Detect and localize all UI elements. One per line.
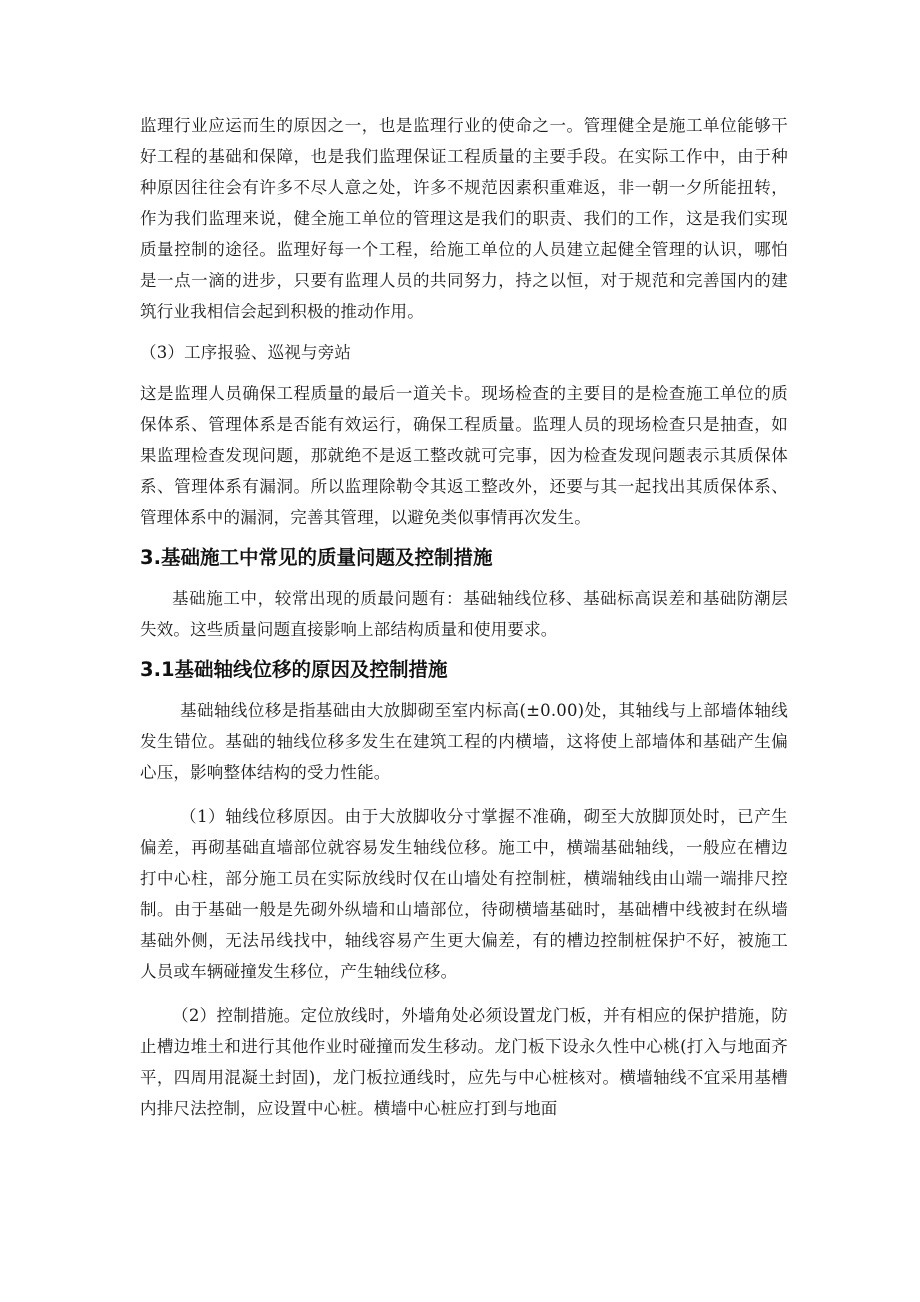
section-heading-3-1: 3.1基础轴线位移的原因及控制措施 <box>140 658 448 681</box>
subheading-process-inspection: （3）工序报验、巡视与旁站 <box>140 343 352 362</box>
paragraph-axis-displacement-definition: 基础轴线位移是指基础由大放脚砌至室内标高(±0.00)处，其轴线与上部墙体轴线发生错位。基础的轴线位移多发生在建筑工程的内横墙，这将使上部墙体和基础产生偏心压，影响整体结构的受力性能。 <box>140 701 788 782</box>
paragraph-control-measures: （2）控制措施。定位放线时，外墙角处必须设置龙门板，并有相应的保护措施，防止槽边堆土和进行其他作业时碰撞而发生移动。龙门板下设永久性中心桃(打入与地面齐平，四周用混凝土封固)，龙门板拉通线时，应先与中心桩核对。横墙轴线不宜采用基槽内排尺法控制，应设置中心桩。横墙中心桩应打到与地面 <box>140 1006 788 1118</box>
document-body <box>140 110 788 1124</box>
section-heading-3: 3.基础施工中常见的质量问题及控制措施 <box>140 546 493 569</box>
paragraph-final-checkpoint: 这是监理人员确保工程质量的最后一道关卡。现场检查的主要目的是检查施工单位的质保体系、管理体系是否能有效运行，确保工程质量。监理人员的现场检查只是抽查，如果监理检查发现问题，那就绝不是返工整改就可完事，因为检查发现问题表示其质保体系、管理体系有漏洞。所以监理除勒令其返工整改外，还要与其一起找出其质保体系、管理体系中的漏洞，完善其管理，以避免类似事情再次发生。 <box>140 384 788 527</box>
paragraph-displacement-causes: （1）轴线位移原因。由于大放脚收分寸掌握不准确，砌至大放脚顶处时，已产生偏差，再砌基础直墙部位就容易发生轴线位移。施工中，横端基础轴线，一般应在槽边打中心柱，部分施工员在实际放线时仅在山墙处有控制桩，横端轴线由山端一端排尺控制。由于基础一般是先砌外纵墙和山墙部位，待砌横墙基础时，基础槽中线被封在纵墙基础外侧，无法吊线找中，轴线容易产生更大偏差，有的槽边控制桩保护不好，被施工人员或车辆碰撞发生移位，产生轴线位移。 <box>140 807 788 981</box>
paragraph-common-problems: 基础施工中，较常出现的质最问题有：基础轴线位移、基础标高误差和基础防潮层失效。这些质量问题直接影响上部结构质量和使用要求。 <box>140 589 788 639</box>
paragraph-supervision-management: 监理行业应运而生的原因之一，也是监理行业的使命之一。管理健全是施工单位能够干好工程的基础和保障，也是我们监理保证工程质量的主要手段。在实际工作中，由于种种原因往往会有许多不尽人意之处，许多不规范因素积重难返，非一朝一夕所能扭转，作为我们监理来说，健全施工单位的管理这是我们的职责、我们的工作，这是我们实现质量控制的途径。监理好每一个工程，给施工单位的人员建立起健全管理的认识，哪怕是一点一滴的进步，只要有监理人员的共同努力，持之以恒，对于规范和完善国内的建筑行业我相信会起到积极的推动作用。 <box>140 116 788 321</box>
